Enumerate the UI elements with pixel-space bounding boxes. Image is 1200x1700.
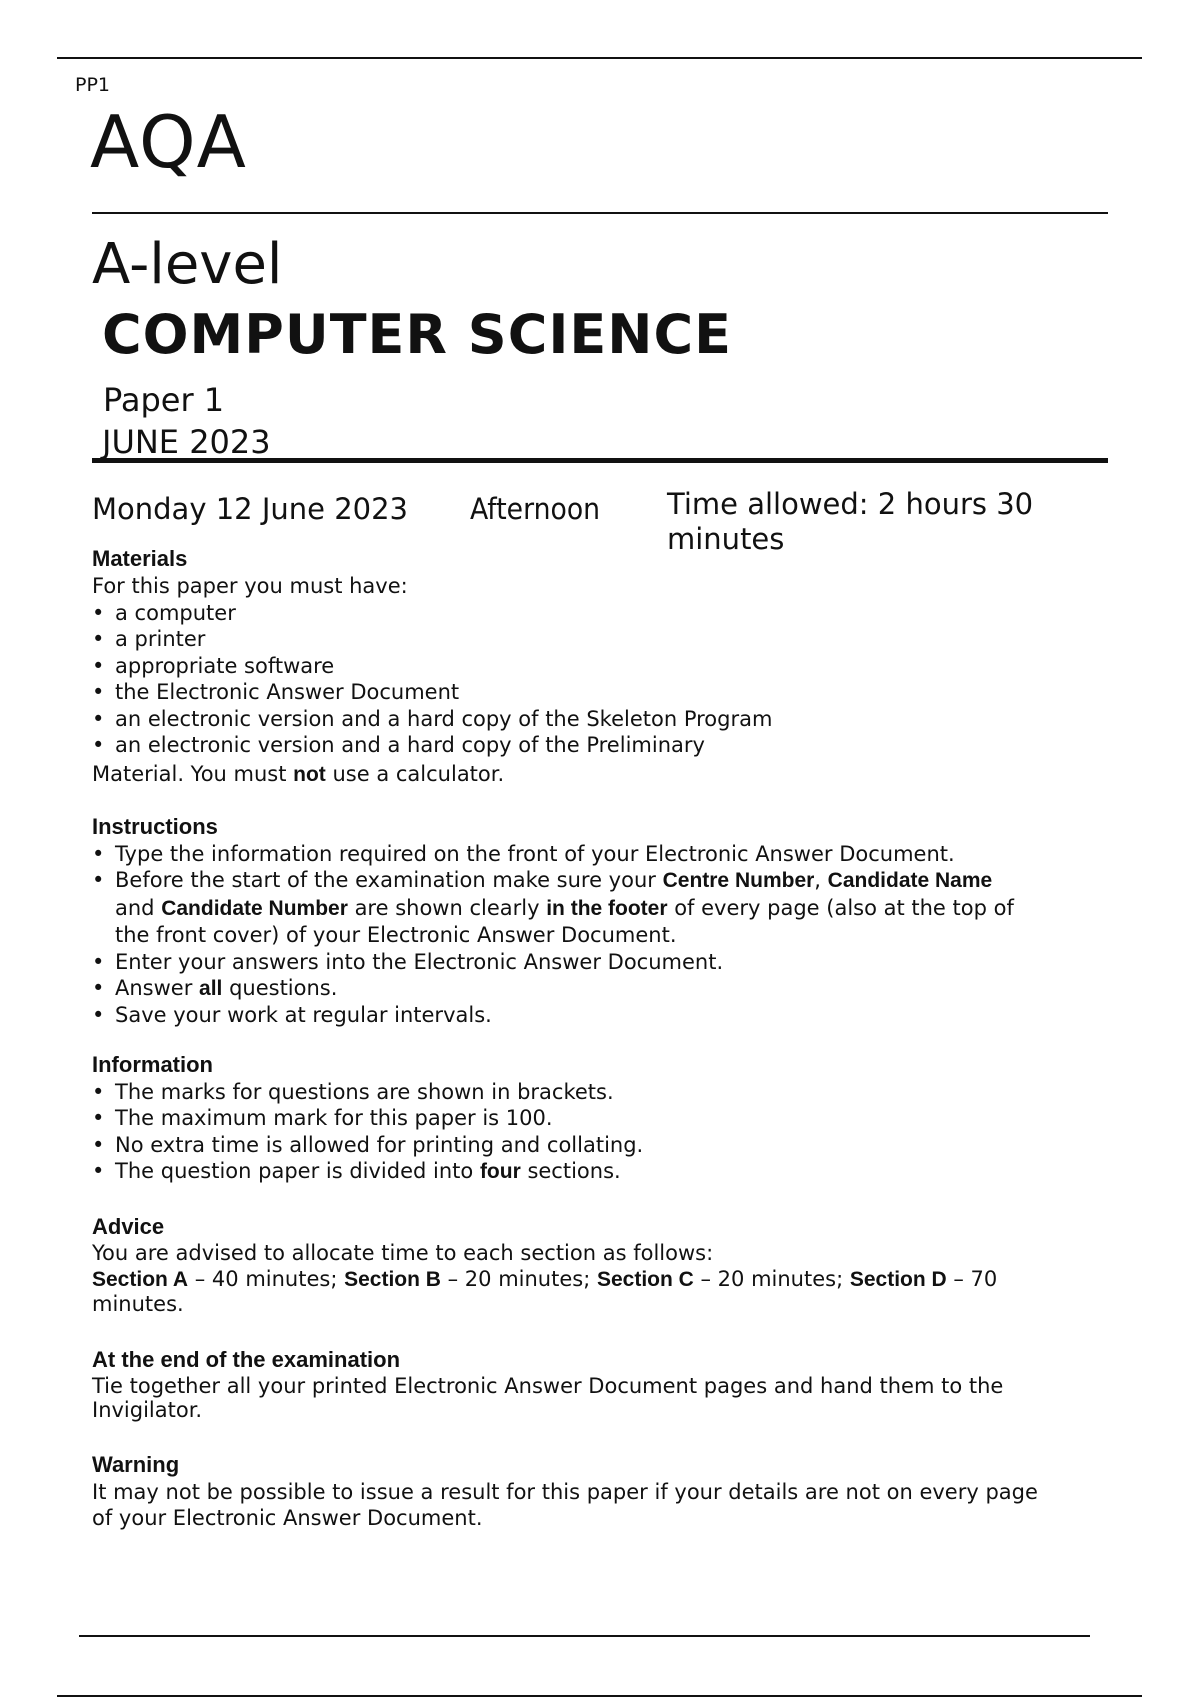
list-item: • a printer <box>92 626 1072 652</box>
list-item: • The question paper is divided into four sections. <box>92 1158 1072 1185</box>
time-allowed <box>667 487 1033 557</box>
time-allowed-line2: minutes <box>667 522 785 556</box>
advice-heading: Advice <box>92 1214 165 1239</box>
materials-heading: Materials <box>92 546 188 571</box>
materials-tail: Material. You must not use a calculator. <box>92 762 505 786</box>
list-item: • Enter your answers into the Electronic Answer Document. <box>92 949 1052 975</box>
aqa-logo: AQA <box>90 100 247 184</box>
qualification-level: A-level <box>92 232 283 297</box>
end-of-exam-heading: At the end of the examination <box>92 1347 401 1372</box>
list-item: • Answer all questions. <box>92 975 1052 1002</box>
materials-list <box>92 600 1072 758</box>
end-of-exam-text: Tie together all your printed Electronic Answer Document pages and hand them to the Invigilator. <box>92 1374 1004 1422</box>
list-item: • a computer <box>92 600 1072 626</box>
list-item: • appropriate software <box>92 653 1072 679</box>
warning-text: It may not be possible to issue a result for this paper if your details are not on every page of your Electronic Answer Document. <box>92 1480 1038 1530</box>
list-item: • Before the start of the examination make sure your Centre Number, Candidate Name and Candidate Number are shown clearly in the footer of every page (also at the top of the front cover) of your Electronic Answer Document. <box>92 867 1020 948</box>
footer-rule-outer <box>57 1695 1142 1697</box>
exam-session: JUNE 2023 <box>102 423 271 461</box>
warning-heading: Warning <box>92 1452 180 1477</box>
paper-code: PP1 <box>75 74 111 96</box>
subject-title: COMPUTER SCIENCE <box>102 303 733 366</box>
list-item: • The maximum mark for this paper is 100. <box>92 1105 1072 1131</box>
list-item: • Save your work at regular intervals. <box>92 1002 1052 1028</box>
instructions-heading: Instructions <box>92 814 218 839</box>
instructions-list <box>92 841 1052 1029</box>
advice-intro: You are advised to allocate time to each section as follows: <box>92 1241 714 1265</box>
paper-number: Paper 1 <box>103 381 225 419</box>
footer-rule-inner <box>79 1635 1090 1637</box>
materials-intro: For this paper you must have: <box>92 574 408 598</box>
top-rule <box>57 57 1142 59</box>
list-item: • an electronic version and a hard copy of the Skeleton Program <box>92 706 1072 732</box>
information-list <box>92 1079 1072 1186</box>
list-item: • Type the information required on the front of your Electronic Answer Document. <box>92 841 1052 867</box>
exam-session-time: Afternoon <box>470 492 601 526</box>
list-item: • an electronic version and a hard copy of the Preliminary <box>92 732 1072 758</box>
logo-rule <box>92 212 1108 214</box>
list-item: • The marks for questions are shown in brackets. <box>92 1079 1072 1105</box>
information-heading: Information <box>92 1052 213 1077</box>
time-allowed-line1: Time allowed: 2 hours 30 <box>667 487 1034 521</box>
list-item: • the Electronic Answer Document <box>92 679 1072 705</box>
advice-sections: Section A – 40 minutes; Section B – 20 minutes; Section C – 20 minutes; Section D – 70 minutes. <box>92 1267 998 1316</box>
exam-date: Monday 12 June 2023 <box>92 492 408 526</box>
list-item: • No extra time is allowed for printing and collating. <box>92 1132 1072 1158</box>
